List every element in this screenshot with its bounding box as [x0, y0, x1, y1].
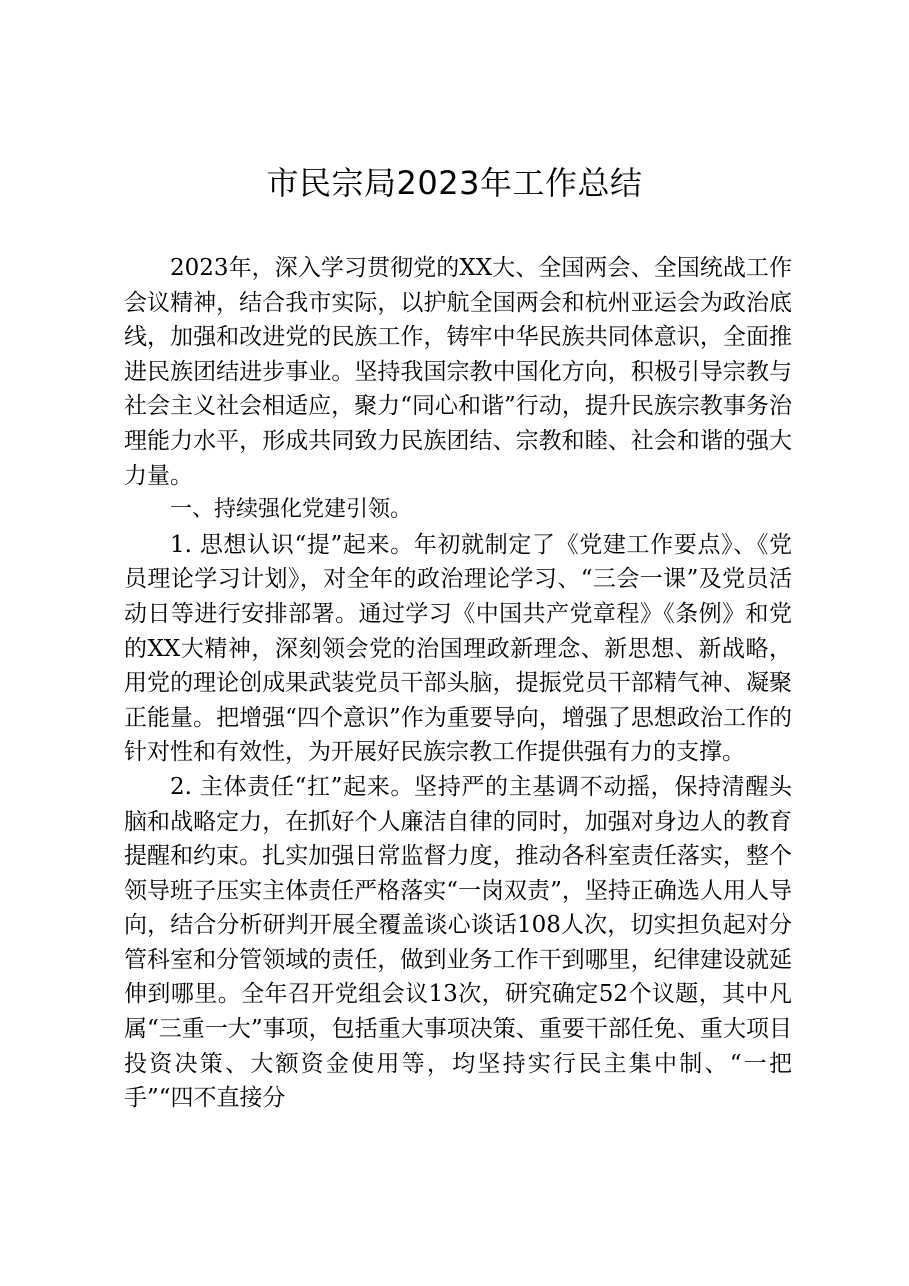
paragraph-1: 1. 思想认识“提”起来。年初就制定了《党建工作要点》、《党员理论学习计划》，对全年的政治理论学习、“三会一课”及党员活动日等进行安排部署。通过学习《中国共产党章程》《条例》和党的XX大精神，深刻领会党的治国理政新理念、新思想、新战略，用党的理论创成果武装党员干部头脑，提振党员干部精气神、凝聚正能量。把增强“四个意识”作为重要导向，增强了思想政治工作的针对性和有效性，为开展好民族宗教工作提供强有力的支撑。 [124, 531, 792, 766]
intro-paragraph: 2023年，深入学习贯彻党的XX大、全国两会、全国统战工作会议精神，结合我市实际，以护航全国两会和杭州亚运会为政治底线，加强和改进党的民族工作，铸牢中华民族共同体意识，全面推进民族团结进步事业。坚持我国宗教中国化方向，积极引导宗教与社会主义社会相适应，聚力“同心和谐”行动，提升民族宗教事务治理能力水平，形成共同致力民族团结、宗教和睦、社会和谐的强大力量。 [124, 255, 792, 489]
paragraph-2: 2. 主体责任“扛”起来。坚持严的主基调不动摇，保持清醒头脑和战略定力，在抓好个人廉洁自律的同时，加强对身边人的教育提醒和约束。扎实加强日常监督力度，推动各科室责任落实，整个领导班子压实主体责任严格落实“一岗双责”，坚持正确选人用人导向，结合分析研判开展全覆盖谈心谈话108人次，切实担负起对分管科室和分管领域的责任，做到业务工作干到哪里，纪律建设就延伸到哪里。全年召开党组会议13次，研究确定52个议题，其中凡属“三重一大”事项，包括重大事项决策、重要干部任免、重大项目投资决策、大额资金使用等，均坚持实行民主集中制、“一把手”“四不直接分 [124, 773, 792, 1112]
section-heading: 一、持续强化党建引领。 [170, 497, 413, 523]
document-title: 市民宗局2023年工作总结 [266, 164, 643, 202]
document-body [124, 251, 792, 1116]
